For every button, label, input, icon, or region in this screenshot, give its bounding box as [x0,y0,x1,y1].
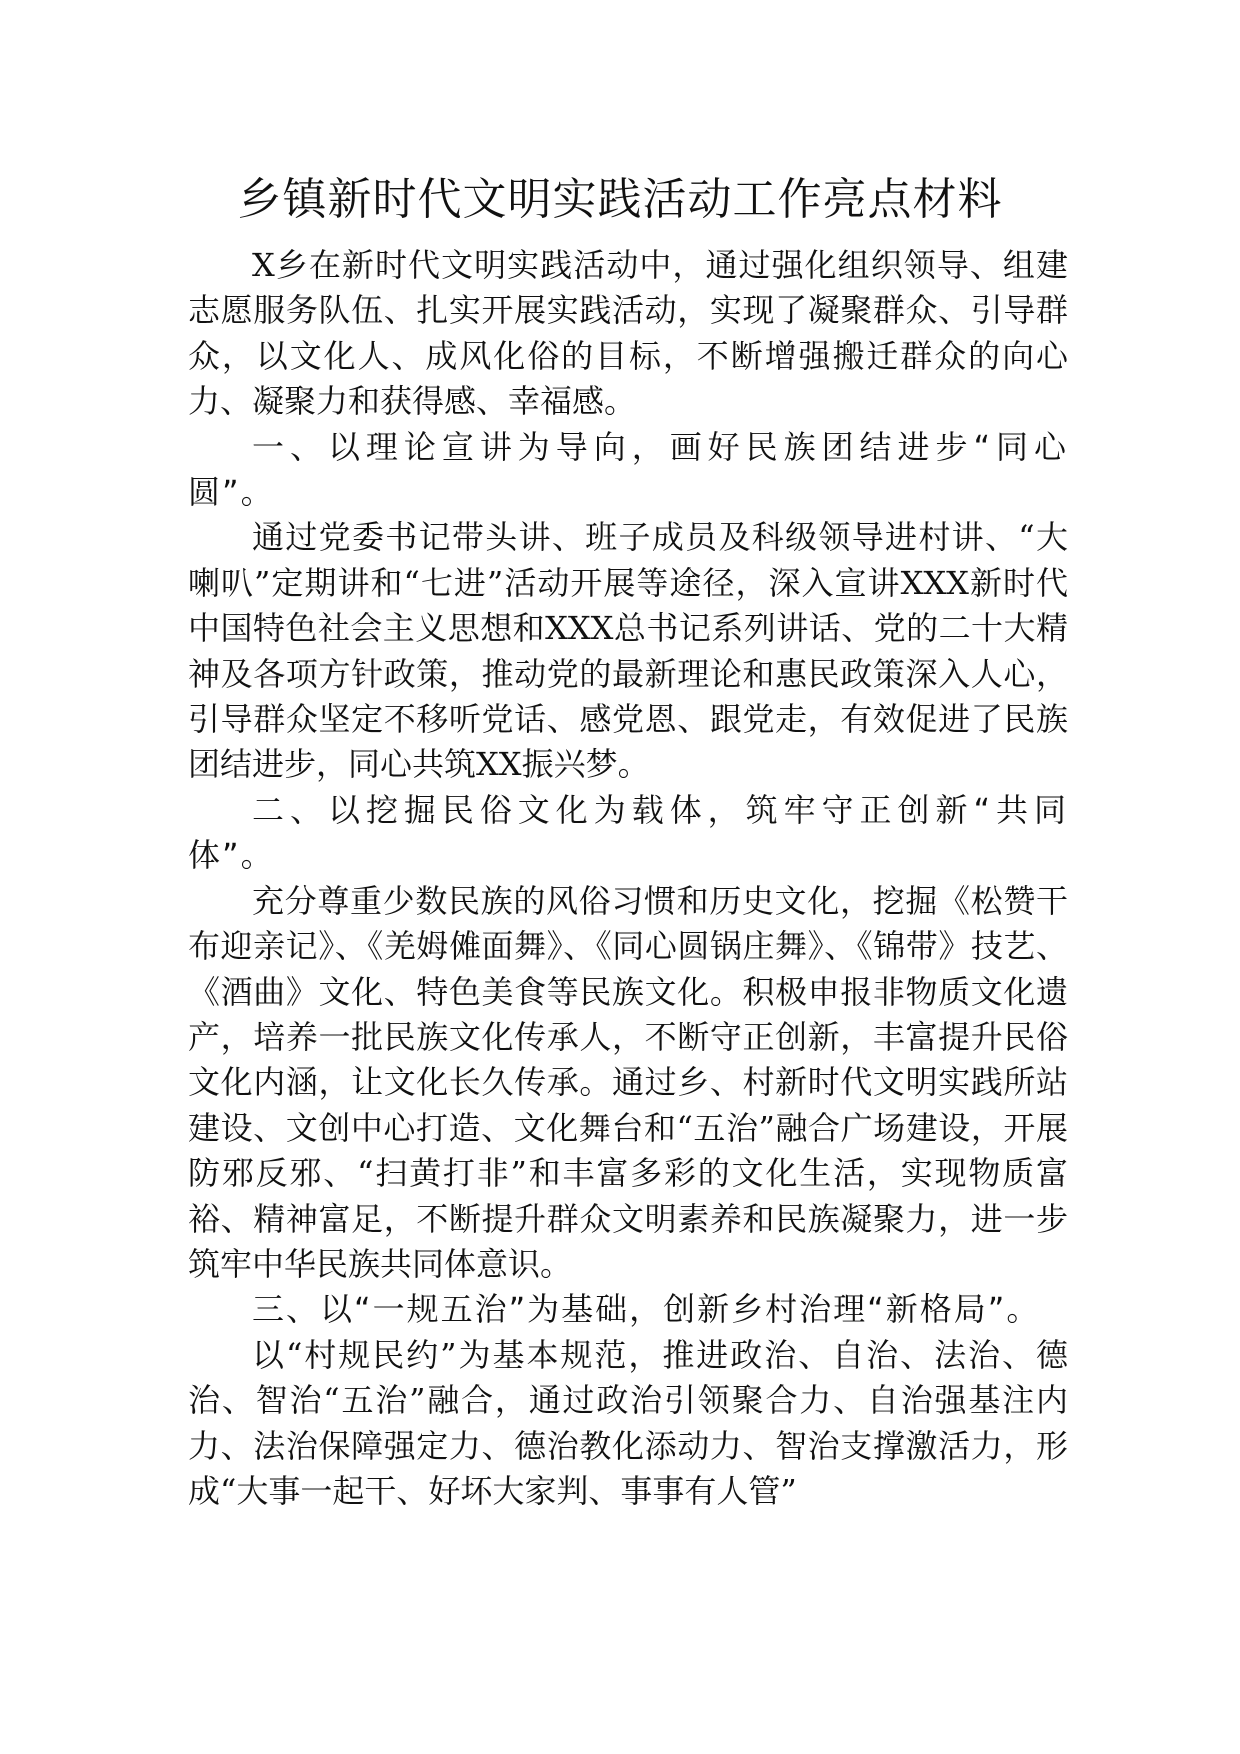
document-body [188,243,1068,1514]
section-3-paragraph: 以“村规民约”为基本规范，推进政治、自治、法治、德治、智治“五治”融合，通过政治引领聚合力、自治强基注内力、法治保障强定力、德治教化添动力、智治支撑激活力，形成“大事一起干、好坏大家判、事事有人管” [188,1335,1068,1510]
section-2-paragraph: 充分尊重少数民族的风俗习惯和历史文化，挖掘《松赞干布迎亲记》、《羌姆傩面舞》、《同心圆锅庄舞》、《锦带》技艺、《酒曲》文化、特色美食等民族文化。积极申报非物质文化遗产，培养一批民族文化传承人，不断守正创新，丰富提升民俗文化内涵，让文化长久传承。通过乡、村新时代文明实践所站建设、文创中心打造、文化舞台和“五治”融合广场建设，开展防邪反邪、“扫黄打非”和丰富多彩的文化生活，实现物质富裕、精神富足，不断提升群众文明素养和民族凝聚力，进一步筑牢中华民族共同体意识。 [188,881,1068,1283]
section-1-paragraph: 通过党委书记带头讲、班子成员及科级领导进村讲、“大喇叭”定期讲和“七进”活动开展等途径，深入宣讲XXX新时代中国特色社会主义思想和XXX总书记系列讲话、党的二十大精神及各项方针政策，推动党的最新理论和惠民政策深入人心，引导群众坚定不移听党话、感党恩、跟党走，有效促进了民族团结进步，同心共筑XX振兴梦。 [188,518,1068,784]
section-heading-1: 一、以理论宣讲为导向，画好民族团结进步“同心圆”。 [188,427,1068,512]
document-title: 乡镇新时代文明实践活动工作亮点材料 [237,174,1003,225]
intro-paragraph: X乡在新时代文明实践活动中，通过强化组织领导、组建志愿服务队伍、扎实开展实践活动，实现了凝聚群众、引导群众，以文化人、成风化俗的目标，不断增强搬迁群众的向心力、凝聚力和获得感、幸福感。 [188,246,1068,421]
section-heading-2: 二、以挖掘民俗文化为载体，筑牢守正创新“共同体”。 [188,790,1068,875]
section-heading-3: 三、以“一规五治”为基础，创新乡村治理“新格局”。 [252,1290,1041,1329]
